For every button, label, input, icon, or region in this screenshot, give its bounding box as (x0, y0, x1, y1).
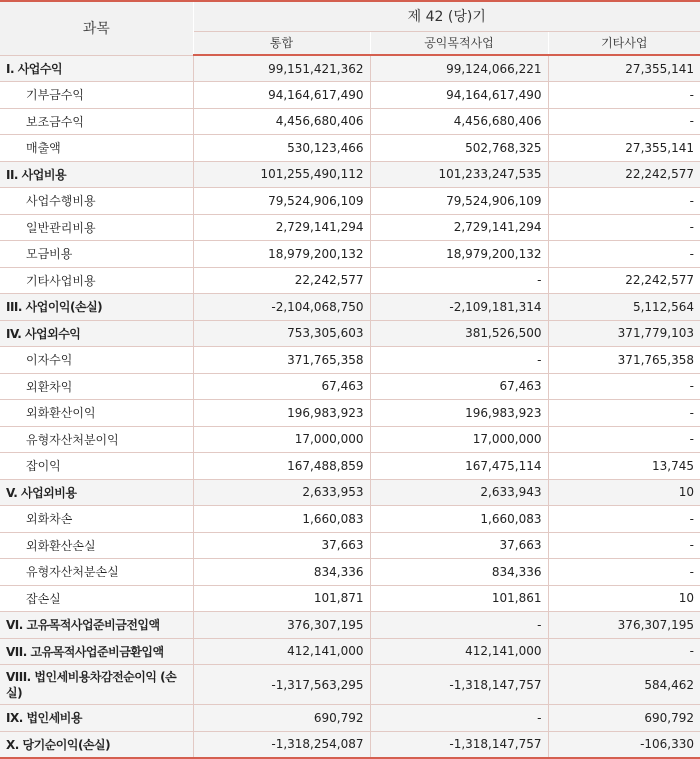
cell-total: 99,151,421,362 (193, 55, 370, 82)
cell-other: 27,355,141 (548, 135, 700, 162)
cell-total: 530,123,466 (193, 135, 370, 162)
cell-public-purpose: -2,109,181,314 (370, 294, 548, 321)
cell-total: 67,463 (193, 373, 370, 400)
column-header-other: 기타사업 (548, 31, 700, 55)
cell-other: 376,307,195 (548, 612, 700, 639)
cell-total: 412,141,000 (193, 638, 370, 665)
cell-total: 37,663 (193, 532, 370, 559)
cell-public-purpose: - (370, 267, 548, 294)
table-row (0, 214, 700, 241)
cell-other: - (548, 426, 700, 453)
cell-other: - (548, 559, 700, 586)
cell-public-purpose: 17,000,000 (370, 426, 548, 453)
cell-public-purpose: 37,663 (370, 532, 548, 559)
cell-public-purpose: 167,475,114 (370, 453, 548, 480)
cell-public-purpose: 1,660,083 (370, 506, 548, 533)
cell-other: - (548, 241, 700, 268)
cell-other: 10 (548, 585, 700, 612)
cell-other: - (548, 108, 700, 135)
row-label: 외화환산이익 (0, 400, 193, 427)
cell-total: 2,633,953 (193, 479, 370, 506)
table-row (0, 347, 700, 374)
table-row (0, 731, 700, 758)
table-row (0, 108, 700, 135)
row-label: 유형자산처분이익 (0, 426, 193, 453)
cell-total: 17,000,000 (193, 426, 370, 453)
cell-public-purpose: 196,983,923 (370, 400, 548, 427)
table-row (0, 638, 700, 665)
table-row (0, 267, 700, 294)
cell-other: 584,462 (548, 665, 700, 705)
cell-total: 376,307,195 (193, 612, 370, 639)
row-label: II. 사업비용 (0, 161, 193, 188)
row-label: 잡이익 (0, 453, 193, 480)
cell-total: 2,729,141,294 (193, 214, 370, 241)
table-row (0, 665, 700, 705)
cell-public-purpose: 834,336 (370, 559, 548, 586)
table-row (0, 188, 700, 215)
cell-other: 22,242,577 (548, 267, 700, 294)
cell-public-purpose: 381,526,500 (370, 320, 548, 347)
row-label: I. 사업수익 (0, 55, 193, 82)
table-row (0, 453, 700, 480)
row-label: 외환차익 (0, 373, 193, 400)
row-label: 매출액 (0, 135, 193, 162)
row-label: 보조금수익 (0, 108, 193, 135)
table-row (0, 135, 700, 162)
table-row (0, 559, 700, 586)
row-label: III. 사업이익(손실) (0, 294, 193, 321)
cell-public-purpose: 101,861 (370, 585, 548, 612)
row-label: 기타사업비용 (0, 267, 193, 294)
cell-total: 101,871 (193, 585, 370, 612)
cell-public-purpose: - (370, 347, 548, 374)
row-label: X. 당기순이익(손실) (0, 731, 193, 758)
row-label: 일반관리비용 (0, 214, 193, 241)
column-header-total: 통합 (193, 31, 370, 55)
cell-public-purpose: 502,768,325 (370, 135, 548, 162)
cell-public-purpose: -1,318,147,757 (370, 665, 548, 705)
cell-public-purpose: 4,456,680,406 (370, 108, 548, 135)
row-label: 이자수익 (0, 347, 193, 374)
cell-other: 690,792 (548, 705, 700, 732)
cell-public-purpose: 94,164,617,490 (370, 82, 548, 109)
table-row (0, 241, 700, 268)
table-row (0, 320, 700, 347)
cell-total: 371,765,358 (193, 347, 370, 374)
table-row (0, 426, 700, 453)
cell-total: 834,336 (193, 559, 370, 586)
row-label: 잡손실 (0, 585, 193, 612)
cell-other: -106,330 (548, 731, 700, 758)
cell-public-purpose: 99,124,066,221 (370, 55, 548, 82)
row-label: VII. 고유목적사업준비금환입액 (0, 638, 193, 665)
cell-other: - (548, 82, 700, 109)
row-label: 사업수행비용 (0, 188, 193, 215)
cell-public-purpose: 18,979,200,132 (370, 241, 548, 268)
cell-total: 101,255,490,112 (193, 161, 370, 188)
cell-other: - (548, 506, 700, 533)
cell-total: 18,979,200,132 (193, 241, 370, 268)
cell-other: - (548, 400, 700, 427)
table-row (0, 400, 700, 427)
cell-other: - (548, 373, 700, 400)
cell-public-purpose: - (370, 612, 548, 639)
table-row (0, 161, 700, 188)
cell-total: 167,488,859 (193, 453, 370, 480)
row-label: 모금비용 (0, 241, 193, 268)
cell-total: 196,983,923 (193, 400, 370, 427)
cell-other: 371,765,358 (548, 347, 700, 374)
cell-total: 1,660,083 (193, 506, 370, 533)
row-label: 외화차손 (0, 506, 193, 533)
cell-total: 94,164,617,490 (193, 82, 370, 109)
cell-total: 690,792 (193, 705, 370, 732)
cell-other: - (548, 638, 700, 665)
table-row (0, 294, 700, 321)
table-row (0, 705, 700, 732)
table-row (0, 479, 700, 506)
table-row (0, 506, 700, 533)
cell-total: 22,242,577 (193, 267, 370, 294)
row-label: 기부금수익 (0, 82, 193, 109)
cell-other: 5,112,564 (548, 294, 700, 321)
cell-total: 753,305,603 (193, 320, 370, 347)
cell-other: - (548, 532, 700, 559)
cell-public-purpose: 2,633,943 (370, 479, 548, 506)
row-label: VI. 고유목적사업준비금전입액 (0, 612, 193, 639)
table-body (0, 55, 700, 758)
cell-other: 27,355,141 (548, 55, 700, 82)
cell-public-purpose: 79,524,906,109 (370, 188, 548, 215)
table-row (0, 55, 700, 82)
cell-total: -1,318,254,087 (193, 731, 370, 758)
cell-other: 10 (548, 479, 700, 506)
table-row (0, 373, 700, 400)
cell-public-purpose: -1,318,147,757 (370, 731, 548, 758)
subject-header: 과목 (0, 1, 193, 55)
cell-other: - (548, 188, 700, 215)
table-row (0, 82, 700, 109)
table-row (0, 532, 700, 559)
cell-total: 79,524,906,109 (193, 188, 370, 215)
cell-total: -2,104,068,750 (193, 294, 370, 321)
column-header-public-purpose: 공익목적사업 (370, 31, 548, 55)
cell-public-purpose: 101,233,247,535 (370, 161, 548, 188)
row-label: V. 사업외비용 (0, 479, 193, 506)
table-row (0, 612, 700, 639)
cell-public-purpose: 412,141,000 (370, 638, 548, 665)
row-label: VIII. 법인세비용차감전순이익 (손실) (0, 665, 193, 705)
cell-public-purpose: - (370, 705, 548, 732)
cell-other: 371,779,103 (548, 320, 700, 347)
row-label: IV. 사업외수익 (0, 320, 193, 347)
row-label: 유형자산처분손실 (0, 559, 193, 586)
cell-total: 4,456,680,406 (193, 108, 370, 135)
period-header: 제 42 (당)기 (193, 1, 700, 31)
cell-public-purpose: 67,463 (370, 373, 548, 400)
cell-total: -1,317,563,295 (193, 665, 370, 705)
cell-other: 22,242,577 (548, 161, 700, 188)
cell-public-purpose: 2,729,141,294 (370, 214, 548, 241)
cell-other: - (548, 214, 700, 241)
cell-other: 13,745 (548, 453, 700, 480)
table-row (0, 585, 700, 612)
row-label: IX. 법인세비용 (0, 705, 193, 732)
row-label: 외화환산손실 (0, 532, 193, 559)
